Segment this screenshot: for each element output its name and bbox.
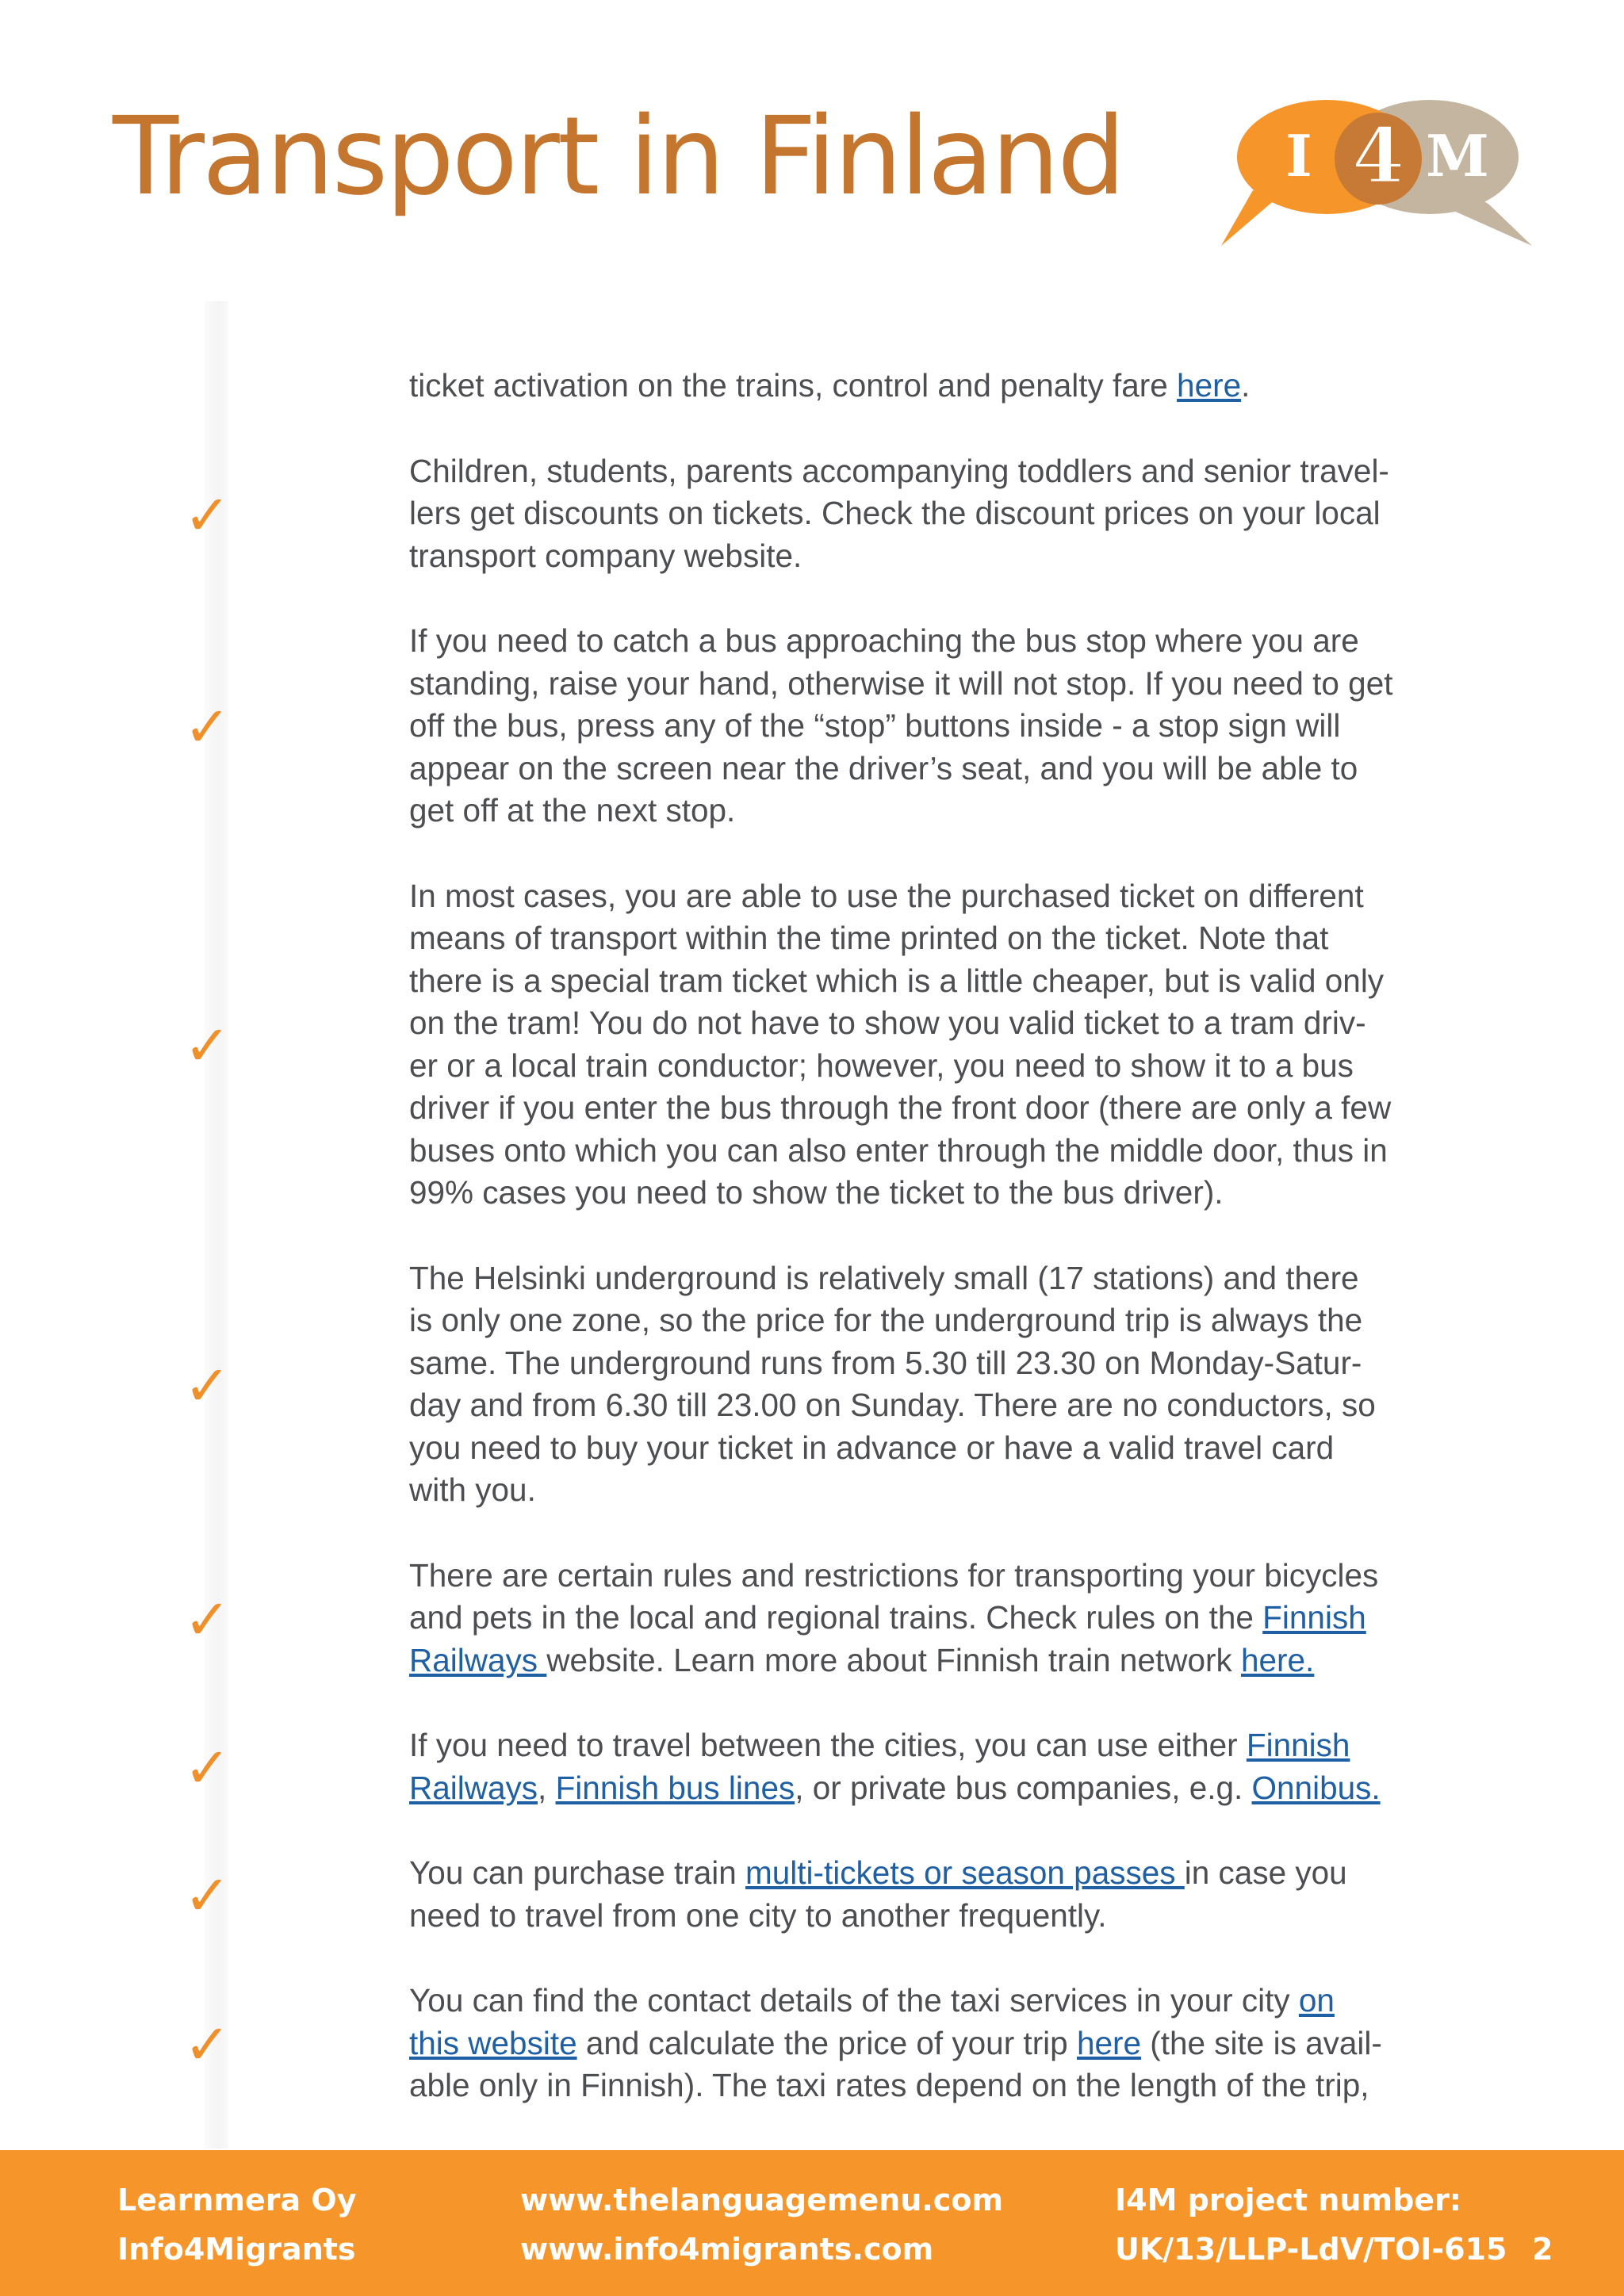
inline-link[interactable]: multi-tickets or season passes xyxy=(745,1854,1185,1891)
paragraph-text: able only in Finnish). The taxi rates depend on the length of the trip, xyxy=(409,2067,1369,2103)
page-title: Transport in Finland xyxy=(113,94,1124,220)
paragraph-text: appear on the screen near the driver’s seat, and you will be able to xyxy=(409,749,1358,786)
footer-bar xyxy=(0,2150,1624,2296)
footer-website-link[interactable]: www.thelanguagemenu.com xyxy=(520,2183,1004,2218)
inline-link[interactable]: this website xyxy=(409,2024,577,2061)
paragraph-text: . xyxy=(1241,367,1251,404)
paragraph-text: If you need to travel between the cities, you can use either xyxy=(409,1727,1247,1763)
footer-project-number xyxy=(1115,2175,1507,2274)
paragraph-text: The Helsinki underground is relatively small (17 stations) and there xyxy=(409,1259,1359,1296)
inline-link[interactable]: Finnish xyxy=(1262,1599,1366,1636)
paragraph-text: on the tram! You do not have to show you valid ticket to a tram driv- xyxy=(409,1004,1366,1041)
paragraph-text: same. The underground runs from 5.30 till 23.30 on Monday-Satur- xyxy=(409,1344,1362,1381)
logo-letter-i: I xyxy=(1285,122,1312,189)
footer-website-link[interactable]: www.info4migrants.com xyxy=(520,2232,934,2267)
paragraph xyxy=(409,1555,1519,1682)
paragraph-text: You can purchase train xyxy=(409,1854,746,1891)
paragraph-text: in case you xyxy=(1184,1854,1347,1891)
checkmark-icon: ✓ xyxy=(184,1863,231,1928)
inline-link[interactable]: Railways xyxy=(409,1769,538,1806)
paragraph xyxy=(409,875,1519,1215)
paragraph-text: In most cases, you are able to use the purchased ticket on different xyxy=(409,877,1364,914)
paragraph-text: and pets in the local and regional trains. Check rules on the xyxy=(409,1599,1263,1636)
i4m-logo-graphic xyxy=(1205,79,1538,254)
paragraph-text: transport company website. xyxy=(409,537,802,574)
checkmark-icon: ✓ xyxy=(184,1735,231,1800)
paragraph-text: need to travel from one city to another frequently. xyxy=(409,1896,1107,1934)
i4m-logo xyxy=(1205,79,1538,254)
checkmark-icon: ✓ xyxy=(184,695,231,760)
paragraph-text: off the bus, press any of the “stop” buttons inside - a stop sign will xyxy=(409,707,1341,744)
paragraph-text: ticket activation on the trains, control and penalty fare xyxy=(409,367,1178,404)
inline-link[interactable]: Finnish bus lines xyxy=(555,1769,795,1806)
paragraph-text: buses onto which you can also enter through the middle door, thus in xyxy=(409,1131,1388,1169)
page-number: 2 xyxy=(1532,2232,1553,2267)
footer-company xyxy=(117,2175,356,2274)
checkmark-icon: ✓ xyxy=(184,2012,231,2077)
paragraph-text: with you. xyxy=(409,1471,536,1508)
paragraph-text: get off at the next stop. xyxy=(409,792,736,828)
paragraph xyxy=(409,1257,1519,1512)
checkmark-icon: ✓ xyxy=(184,1013,231,1078)
paragraph-text: If you need to catch a bus approaching the bus stop where you are xyxy=(409,622,1359,659)
checkmark-icon: ✓ xyxy=(184,1587,231,1652)
inline-link[interactable]: Railways xyxy=(409,1641,547,1678)
paragraph xyxy=(409,1724,1519,1809)
paragraph-text: driver if you enter the bus through the front door (there are only a few xyxy=(409,1089,1392,1126)
paragraph-text: you need to buy your ticket in advance or have a valid travel card xyxy=(409,1429,1335,1466)
footer-project-number-value: UK/13/LLP-LdV/TOI-615 xyxy=(1115,2232,1507,2267)
paragraph-text: there is a special tram ticket which is a little cheaper, but is valid only xyxy=(409,962,1385,999)
paragraph xyxy=(409,450,1519,578)
paragraph-text: means of transport within the time printed on the ticket. Note that xyxy=(409,920,1329,956)
paragraph-text: website. Learn more about Finnish train network xyxy=(546,1641,1241,1678)
inline-link[interactable]: Finnish xyxy=(1246,1727,1350,1763)
paragraph-text: (the site is avail- xyxy=(1141,2024,1382,2061)
paragraph-text: 99% cases you need to show the ticket to the bus driver). xyxy=(409,1174,1224,1211)
paragraph xyxy=(409,620,1519,832)
logo-digit-4: 4 xyxy=(1351,111,1405,201)
paragraph-text: and calculate the price of your trip xyxy=(576,2024,1077,2061)
paragraph-text: is only one zone, so the price for the underground trip is always the xyxy=(409,1302,1363,1338)
logo-letter-m: M xyxy=(1426,122,1489,189)
paragraph-text: , xyxy=(538,1769,556,1806)
inline-link[interactable]: Onnibus. xyxy=(1251,1769,1381,1806)
footer-project-number-label: I4M project number: xyxy=(1115,2183,1461,2218)
paragraph-text: Children, students, parents accompanying toddlers and senior travel- xyxy=(409,452,1389,489)
paragraph-text: , or private bus companies, e.g. xyxy=(795,1769,1252,1806)
inline-link[interactable]: here xyxy=(1076,2024,1142,2061)
checkmark-icon: ✓ xyxy=(184,483,231,548)
checkmark-icon: ✓ xyxy=(184,1353,231,1418)
paragraph-text: There are certain rules and restrictions for transporting your bicycles xyxy=(409,1556,1379,1594)
inline-link[interactable]: here. xyxy=(1241,1641,1315,1678)
paragraph-text: You can find the contact details of the taxi services in your city xyxy=(409,1982,1299,2019)
inline-link[interactable]: on xyxy=(1298,1982,1335,2019)
inline-link[interactable]: here xyxy=(1177,367,1242,404)
body-content xyxy=(409,365,1519,2150)
paragraph-text: er or a local train conductor; however, you need to show it to a bus xyxy=(409,1047,1354,1084)
paragraph-text: standing, raise your hand, otherwise it will not stop. If you need to get xyxy=(409,664,1393,702)
footer-company-name: Learnmera Oy xyxy=(117,2183,357,2218)
paragraph xyxy=(409,365,1519,408)
paragraph xyxy=(409,1980,1519,2107)
footer-project-name: Info4Migrants xyxy=(117,2232,356,2267)
footer-websites xyxy=(520,2175,1003,2274)
paragraph-text: lers get discounts on tickets. Check the discount prices on your local xyxy=(409,495,1381,531)
paragraph-text: day and from 6.30 till 23.00 on Sunday. There are no conductors, so xyxy=(409,1387,1376,1423)
paragraph xyxy=(409,1852,1519,1937)
